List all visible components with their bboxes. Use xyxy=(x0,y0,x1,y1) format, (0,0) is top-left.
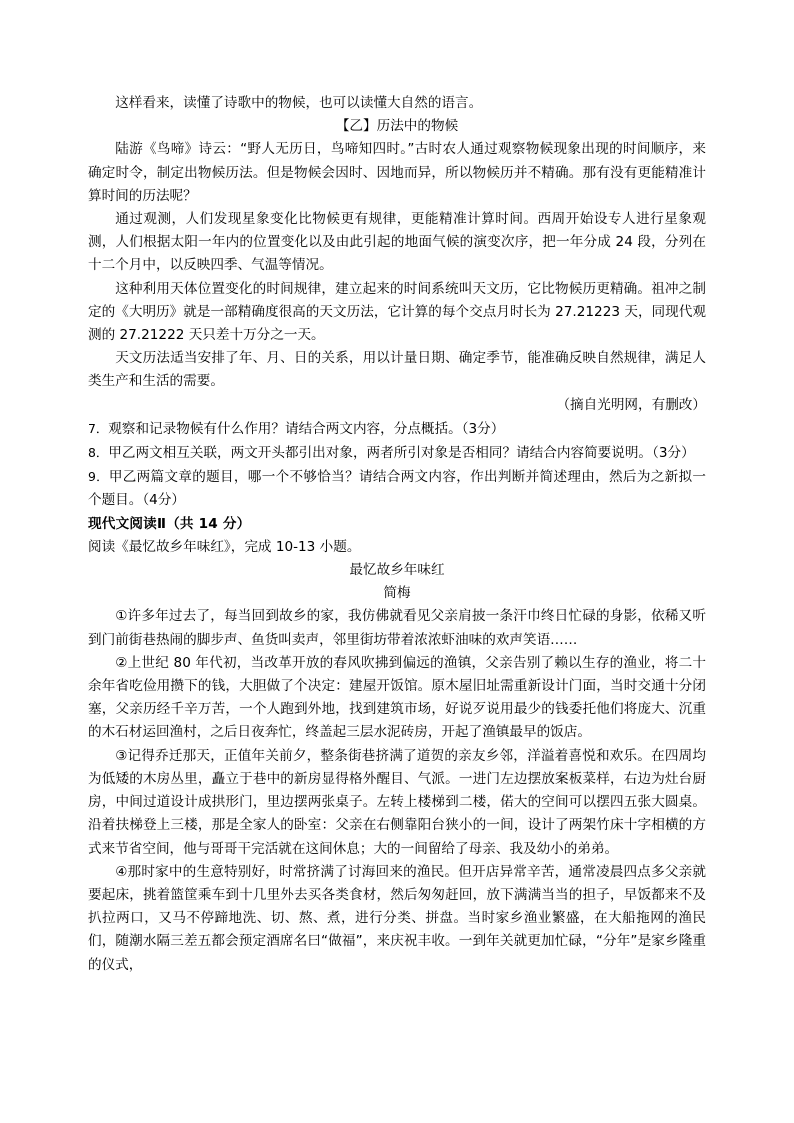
source-note: （摘自光明网，有删改） xyxy=(556,396,706,413)
question-item-8 xyxy=(88,441,706,465)
passage-b-paragraph-3: 这种利用天体位置变化的时间规律，建立起来的时间系统叫天文历，它比物候历更精确。祖冲之制定的《大明历》就是一部精确度很高的天文历法，它计算的每个交点月时长为 27.21223 天，同现代观测的 27.21222 天只差十万分之一天。 xyxy=(88,280,706,344)
question-number-7: 7． xyxy=(88,420,109,436)
lead-sentence: 这样看来，读懂了诗歌中的物候，也可以读懂大自然的语言。 xyxy=(115,95,483,111)
passage-b-heading: 【乙】历法中的物候 xyxy=(335,118,459,135)
article-author: 简梅 xyxy=(383,585,411,602)
article-paragraph-2: ②上世纪 80 年代初，当改革开放的春风吹拂到偏远的渔镇，父亲告别了赖以生存的渔业，将二十余年省吃俭用攒下的钱，大胆做了个决定：建屋开饭馆。原木屋旧址需重新设计门面，当时交通十分闭塞，父亲历经千辛万苦，一个人跑到外地，找到建筑市场，好说歹说用最少的钱委托他们将庞大、沉重的木石材运回渔村，之后日夜奔忙，终盖起三层水泥砖房，开起了渔镇最早的饭店。 xyxy=(88,654,706,741)
question-text-9: 甲乙两篇文章的题目，哪一个不够恰当？请结合两文内容，作出判断并简述理由，然后为之新拟一个题目。（4分） xyxy=(88,469,706,509)
article-paragraph-3: ③记得乔迁那天，正值年关前夕，整条街巷挤满了道贺的亲友乡邻，洋溢着喜悦和欢乐。在四周均为低矮的木房丛里，矗立于巷中的新房显得格外醒目、气派。一进门左边摆放案板菜样，右边为灶台厨房，中间过道设计成拱形门，里边摆两张桌子。左转上楼梯到二楼，偌大的空间可以摆四五张大圆桌。沿着扶梯登上三楼，那是全家人的卧室：父亲在右侧靠阳台狭小的一间，设计了两架竹床十字相横的方式来节省空间，他与哥哥干完活就在这间休息；大的一间留给了母亲、我及幼小的弟弟。 xyxy=(88,747,706,857)
article-paragraph-1: ①许多年过去了，每当回到故乡的家，我仿佛就看见父亲肩披一条汗巾终日忙碌的身影，依稀又听到门前街巷热闹的脚步声、鱼货叫卖声，邻里街坊带着浓浓虾油味的欢声笑语…… xyxy=(88,608,706,648)
question-text-8: 甲乙两文相互关联，两文开头都引出对象，两者所引对象是否相同？请结合内容简要说明。（3分） xyxy=(108,445,695,462)
section-heading: 现代文阅读Ⅱ（共 14 分） xyxy=(88,515,251,532)
question-text-7: 观察和记录物候有什么作用？请结合两文内容，分点概括。（3分） xyxy=(108,420,505,437)
passage-b-paragraph-1: 陆游《鸟啼》诗云：“野人无历日，鸟啼知四时。”古时农人通过观察物候现象出现的时间顺序，来确定时令，制定出物候历法。但是物候会因时、因地而异，所以物候历并不精确。那有没有更能精准计算时间的历法呢？ xyxy=(88,141,706,204)
question-item-9 xyxy=(88,465,706,512)
passage-b-paragraph-4: 天文历法适当安排了年、月、日的关系，用以计量日期、确定季节，能准确反映自然规律，满足人类生产和生活的需要。 xyxy=(88,350,706,390)
document-body xyxy=(88,92,706,977)
passage-b-paragraph-2: 通过观测，人们发现星象变化比物候更有规律，更能精准计算时间。西周开始设专人进行星象观测，人们根据太阳一年内的位置变化以及由此引起的地面气候的演变次序，把一年分成 24 段，分列在十二个月中，以反映四季、气温等情况。 xyxy=(88,211,706,274)
question-number-9: 9． xyxy=(88,469,109,485)
article-title: 最忆故乡年味红 xyxy=(349,562,445,579)
reading-instruction: 阅读《最忆故乡年味红》，完成 10-13 小题。 xyxy=(88,538,361,555)
article-paragraph-4: ④那时家中的生意特别好，时常挤满了讨海回来的渔民。但开店异常辛苦，通常凌晨四点多父亲就要起床，挑着篮筐乘车到十几里外去买各类食材，然后匆匆赶回，放下满满当当的担子，早饭都来不及扒拉两口，又马不停蹄地洗、切、熬、煮，进行分类、拼盘。当时家乡渔业繁盛，在大船拖网的渔民们，随潮水隔三差五都会预定酒席名曰“做福”，来庆祝丰收。一到年关就更加忙碌，“分年”是家乡隆重的仪式， xyxy=(88,863,706,973)
question-number-8: 8． xyxy=(88,445,109,461)
question-item-7 xyxy=(88,417,706,441)
